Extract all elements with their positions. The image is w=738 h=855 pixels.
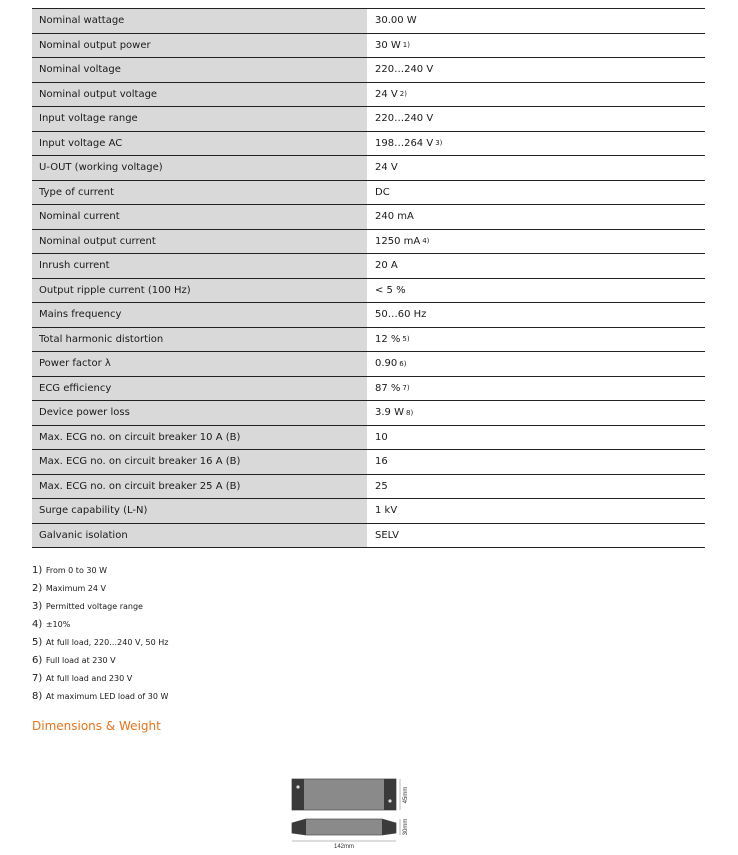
footnote-text: ±10% bbox=[45, 620, 71, 629]
spec-label: Nominal output power bbox=[32, 34, 368, 58]
spec-row bbox=[32, 181, 705, 206]
spec-label: ECG efficiency bbox=[32, 377, 368, 401]
spec-row bbox=[32, 352, 705, 377]
spec-label: Output ripple current (100 Hz) bbox=[32, 279, 368, 303]
mount-hole-icon bbox=[388, 799, 391, 802]
spec-value bbox=[368, 426, 705, 450]
spec-value-text: 3.9 W bbox=[375, 407, 404, 419]
spec-row bbox=[32, 475, 705, 500]
width-dimension-label: 45mm bbox=[403, 786, 409, 804]
spec-value-text: 220…240 V bbox=[375, 113, 434, 125]
footnote-text: At maximum LED load of 30 W bbox=[45, 692, 169, 701]
spec-value bbox=[368, 450, 705, 474]
device-top-view-end-right bbox=[384, 779, 396, 810]
spec-row bbox=[32, 132, 705, 157]
spec-row bbox=[32, 156, 705, 181]
spec-row bbox=[32, 279, 705, 304]
spec-value bbox=[368, 401, 705, 425]
spec-row bbox=[32, 426, 705, 451]
footnote-number: 2) bbox=[32, 583, 43, 594]
spec-value-text: < 5 % bbox=[375, 284, 406, 296]
spec-value bbox=[368, 132, 705, 156]
spec-label: Nominal output current bbox=[32, 230, 368, 254]
spec-label: Nominal wattage bbox=[32, 9, 368, 33]
spec-value bbox=[368, 34, 705, 58]
spec-label: Galvanic isolation bbox=[32, 524, 368, 548]
spec-label: Nominal current bbox=[32, 205, 368, 229]
spec-value-text: 24 V bbox=[375, 162, 398, 174]
footnote-text: Maximum 24 V bbox=[45, 584, 106, 593]
spec-value-text: 1 kV bbox=[375, 505, 398, 517]
spec-label: Mains frequency bbox=[32, 303, 368, 327]
spec-value bbox=[368, 230, 705, 254]
footnote-number: 3) bbox=[32, 601, 43, 612]
spec-value-text: 87 % bbox=[375, 382, 401, 394]
spec-value bbox=[368, 83, 705, 107]
height-dimension-label: 30mm bbox=[403, 818, 409, 836]
spec-label: Input voltage AC bbox=[32, 132, 368, 156]
spec-label: Total harmonic distortion bbox=[32, 328, 368, 352]
device-top-view bbox=[292, 779, 396, 810]
spec-value-text: 50…60 Hz bbox=[375, 309, 427, 321]
spec-table bbox=[32, 8, 705, 548]
spec-value-text: SELV bbox=[375, 529, 399, 541]
spec-value bbox=[368, 279, 705, 303]
spec-value-text: 24 V bbox=[375, 88, 398, 100]
spec-value bbox=[368, 328, 705, 352]
spec-label: Power factor λ bbox=[32, 352, 368, 376]
footnote bbox=[32, 652, 168, 670]
length-dimension-label: 142mm bbox=[333, 844, 355, 850]
spec-value bbox=[368, 524, 705, 548]
spec-label: Nominal output voltage bbox=[32, 83, 368, 107]
spec-value bbox=[368, 9, 705, 33]
spec-row bbox=[32, 499, 705, 524]
spec-value bbox=[368, 254, 705, 278]
spec-label: Surge capability (L-N) bbox=[32, 499, 368, 523]
footnote-ref: 7) bbox=[402, 384, 410, 393]
footnote-number: 7) bbox=[32, 673, 43, 684]
section-title: Dimensions & Weight bbox=[32, 719, 161, 733]
spec-row bbox=[32, 205, 705, 230]
spec-label: Inrush current bbox=[32, 254, 368, 278]
footnote-text: Permitted voltage range bbox=[45, 602, 143, 611]
spec-value bbox=[368, 499, 705, 523]
footnote-ref: 1) bbox=[402, 41, 410, 50]
footnote-ref: 3) bbox=[435, 139, 443, 148]
footnote-ref: 6) bbox=[399, 359, 407, 368]
spec-row bbox=[32, 34, 705, 59]
spec-value bbox=[368, 377, 705, 401]
footnote-number: 1) bbox=[32, 565, 43, 576]
spec-value-text: DC bbox=[375, 186, 390, 198]
mount-hole-icon bbox=[296, 785, 299, 788]
spec-value-text: 25 bbox=[375, 480, 388, 492]
spec-row bbox=[32, 303, 705, 328]
footnote-number: 6) bbox=[32, 655, 43, 666]
spec-row bbox=[32, 9, 705, 34]
spec-value bbox=[368, 58, 705, 82]
footnote bbox=[32, 562, 168, 580]
spec-value-text: 16 bbox=[375, 456, 388, 468]
spec-value-text: 220…240 V bbox=[375, 64, 434, 76]
spec-row bbox=[32, 83, 705, 108]
footnote-ref: 2) bbox=[399, 90, 407, 99]
footnote-text: From 0 to 30 W bbox=[45, 566, 108, 575]
spec-label: Type of current bbox=[32, 181, 368, 205]
footnote bbox=[32, 688, 168, 706]
spec-row bbox=[32, 401, 705, 426]
footnote bbox=[32, 598, 168, 616]
spec-value-text: 20 A bbox=[375, 260, 398, 272]
spec-row bbox=[32, 230, 705, 255]
spec-value bbox=[368, 107, 705, 131]
spec-label: Max. ECG no. on circuit breaker 16 A (B) bbox=[32, 450, 368, 474]
spec-label: Input voltage range bbox=[32, 107, 368, 131]
spec-label: Nominal voltage bbox=[32, 58, 368, 82]
spec-label: Max. ECG no. on circuit breaker 25 A (B) bbox=[32, 475, 368, 499]
spec-row bbox=[32, 377, 705, 402]
spec-value-text: 198…264 V bbox=[375, 137, 434, 149]
footnote-ref: 5) bbox=[402, 335, 410, 344]
spec-row bbox=[32, 328, 705, 353]
footnote-text: At full load and 230 V bbox=[45, 674, 133, 683]
footnote-text: At full load, 220…240 V, 50 Hz bbox=[45, 638, 169, 647]
spec-row bbox=[32, 254, 705, 279]
footnote-number: 5) bbox=[32, 637, 43, 648]
spec-value bbox=[368, 475, 705, 499]
spec-value-text: 0.90 bbox=[375, 358, 398, 370]
spec-value bbox=[368, 156, 705, 180]
device-top-view-end-left bbox=[292, 779, 304, 810]
device-side-view bbox=[292, 819, 396, 835]
spec-row bbox=[32, 450, 705, 475]
footnote bbox=[32, 580, 168, 598]
footnote-number: 4) bbox=[32, 619, 43, 630]
spec-value bbox=[368, 181, 705, 205]
spec-value-text: 12 % bbox=[375, 333, 401, 345]
spec-label: U-OUT (working voltage) bbox=[32, 156, 368, 180]
spec-value-text: 240 mA bbox=[375, 211, 414, 223]
footnotes bbox=[32, 562, 168, 706]
footnote-number: 8) bbox=[32, 691, 43, 702]
dimension-drawing bbox=[286, 775, 416, 855]
spec-row bbox=[32, 58, 705, 83]
spec-row bbox=[32, 524, 705, 549]
spec-value bbox=[368, 205, 705, 229]
spec-value-text: 30.00 W bbox=[375, 15, 417, 27]
footnote bbox=[32, 634, 168, 652]
spec-value-text: 30 W bbox=[375, 39, 401, 51]
spec-value-text: 10 bbox=[375, 431, 388, 443]
footnote-text: Full load at 230 V bbox=[45, 656, 116, 665]
spec-row bbox=[32, 107, 705, 132]
footnote bbox=[32, 616, 168, 634]
spec-label: Device power loss bbox=[32, 401, 368, 425]
spec-label: Max. ECG no. on circuit breaker 10 A (B) bbox=[32, 426, 368, 450]
spec-value bbox=[368, 303, 705, 327]
spec-value-text: 1250 mA bbox=[375, 235, 421, 247]
footnote bbox=[32, 670, 168, 688]
footnote-ref: 8) bbox=[405, 408, 414, 417]
spec-value bbox=[368, 352, 705, 376]
footnote-ref: 4) bbox=[422, 237, 430, 246]
